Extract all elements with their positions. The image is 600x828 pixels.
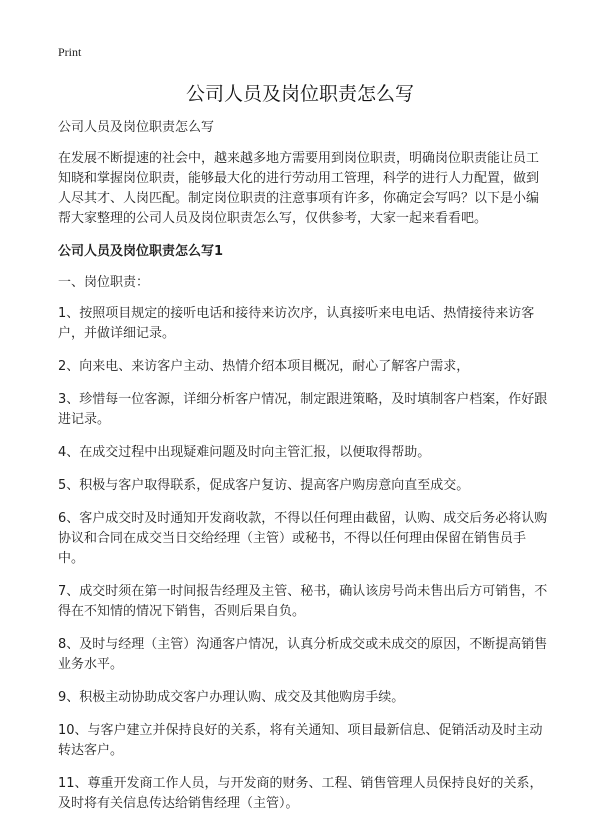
list-item: 6、客户成交时及时通知开发商收款，不得以任何理由截留，认购、成交后务必将认购协议和合同在成交当日交给经理（主管）或秘书，不得以任何理由保留在销售员手中。 <box>58 511 548 566</box>
article-subtitle: 公司人员及岗位职责怎么写 <box>58 120 215 135</box>
list-item: 2、向来电、来访客户主动、热情介绍本项目概况，耐心了解客户需求， <box>58 359 470 374</box>
list-item: 11、尊重开发商工作人员，与开发商的财务、工程、销售管理人员保持良好的关系，及时将有关信息传达给销售经理（主管）。 <box>58 776 543 811</box>
list-item: 4、在成交过程中出现疑难问题及时向主管汇报，以便取得帮助。 <box>58 445 431 460</box>
list-item: 8、及时与经理（主管）沟通客户情况，认真分析成交或未成交的原因，不断提高销售业务水平。 <box>58 637 548 672</box>
list-item: 1、按照项目规定的接听电话和接待来访次序，认真接听来电电话、热情接待来访客户，并做详细记录。 <box>58 306 535 341</box>
section-heading: 公司人员及岗位职责怎么写1 <box>58 244 224 259</box>
page-title: 公司人员及岗位职责怎么写 <box>185 83 414 105</box>
list-item: 3、珍惜每一位客源，详细分析客户情况，制定跟进策略，及时填制客户档案，作好跟进记录。 <box>58 392 548 427</box>
article-body <box>58 118 550 827</box>
list-item: 10、与客户建立并保持良好的关系，将有关通知、项目最新信息、促销活动及时主动转达客户。 <box>58 723 543 758</box>
section-label: 一、岗位职责： <box>58 275 150 290</box>
print-link[interactable]: Print <box>58 45 82 59</box>
list-item: 7、成交时须在第一时间报告经理及主管、秘书，确认该房号尚未售出后方可销售，不得在不知情的情况下销售，否则后果自负。 <box>58 584 548 619</box>
intro-paragraph: 在发展不断提速的社会中，越来越多地方需要用到岗位职责，明确岗位职责能让员工知晓和掌握岗位职责，能够最大化的进行劳动用工管理，科学的进行人力配置，做到人尽其才、人岗匹配。制定岗位职责的注意事项有许多，你确定会写吗？以下是小编帮大家整理的公司人员及岗位职责怎么写，仅供参考，大家一起来看看吧。 <box>58 151 540 226</box>
list-item: 5、积极与客户取得联系，促成客户复访、提高客户购房意向直至成交。 <box>58 478 470 493</box>
list-item: 9、积极主动协助成交客户办理认购、成交及其他购房手续。 <box>58 690 405 705</box>
